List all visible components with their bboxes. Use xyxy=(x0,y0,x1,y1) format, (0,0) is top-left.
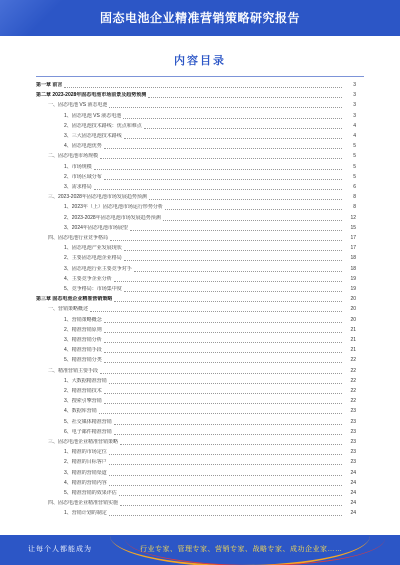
toc-entry-page: 19 xyxy=(350,286,356,292)
toc-entry-page: 20 xyxy=(350,316,356,323)
toc-entry-title: 1、2023年（上）固态电池市场运行形势分析 xyxy=(64,204,163,211)
toc-leader-dots xyxy=(130,230,342,231)
toc-entry[interactable] xyxy=(0,296,400,303)
toc-leader-dots xyxy=(94,169,342,170)
toc-entry[interactable] xyxy=(0,235,400,242)
toc-entry-title: 三、固态电池企业精准营销策略 xyxy=(48,439,119,445)
toc-entry-page: 23 xyxy=(350,459,356,466)
toc-entry-page: 23 xyxy=(350,428,356,435)
toc-entry[interactable] xyxy=(0,245,400,252)
toc-entry-title: 4、主要竞争企业分析 xyxy=(64,275,112,282)
toc-leader-dots xyxy=(110,240,342,241)
toc-entry-title: 四、固态电池企业精准营销实施 xyxy=(48,500,119,507)
toc-entry-title: 3、三大固态电池技术路线 xyxy=(64,133,122,139)
toc-entry[interactable] xyxy=(0,368,400,375)
toc-entry-title: 5、竞争格局：市场集中度 xyxy=(64,286,122,292)
toc-entry[interactable] xyxy=(0,327,400,334)
toc-entry[interactable] xyxy=(0,102,400,109)
toc-leader-dots xyxy=(124,138,342,139)
toc-entry[interactable] xyxy=(0,429,400,436)
toc-entry-page: 24 xyxy=(350,479,356,486)
toc-entry-title: 2、精准的目标客户 xyxy=(64,459,107,466)
toc-leader-dots xyxy=(109,475,342,476)
toc-entry-title: 一、固态电池 VS 液态电池 xyxy=(48,102,108,109)
toc-entry-page: 18 xyxy=(350,255,356,262)
toc-entry-page: 18 xyxy=(350,265,356,272)
toc-entry[interactable] xyxy=(0,133,400,140)
toc-leader-dots xyxy=(114,424,342,425)
toc-entry-page: 4 xyxy=(353,133,356,139)
toc-entry-title: 3、2024年固态电池市场展望 xyxy=(64,224,128,231)
toc-leader-dots xyxy=(165,209,342,210)
toc-leader-dots xyxy=(104,332,342,333)
toc-leader-dots xyxy=(109,515,342,516)
toc-leader-dots xyxy=(109,485,342,486)
footer-slogan-right: 行业专家、管理专家、营销专家、战略专家、成功企业家…… xyxy=(140,546,343,553)
toc-entry-page: 24 xyxy=(350,500,356,507)
toc-entry[interactable] xyxy=(0,398,400,405)
toc-entry-page: 22 xyxy=(350,377,356,384)
toc-entry[interactable] xyxy=(0,153,400,160)
toc-entry-page: 17 xyxy=(350,245,356,252)
toc-entry-title: 1、营销策略概念 xyxy=(64,316,102,323)
toc-leader-dots xyxy=(109,464,342,465)
toc-entry[interactable] xyxy=(0,113,400,120)
toc-leader-dots xyxy=(104,148,342,149)
toc-entry-title: 2、固态电池技术路线：优点和难点 xyxy=(64,122,142,129)
toc-entry-page: 8 xyxy=(353,204,356,211)
toc-entry[interactable] xyxy=(0,439,400,446)
toc-leader-dots xyxy=(119,495,342,496)
toc-leader-dots xyxy=(104,352,342,353)
toc-leader-dots xyxy=(124,260,342,261)
toc-entry-page: 24 xyxy=(350,490,356,496)
toc-entry[interactable] xyxy=(0,490,400,497)
toc-entry[interactable] xyxy=(0,276,400,283)
toc-leader-dots xyxy=(134,271,342,272)
toc-entry-title: 第二章 2023-2028年固态电池市场前景及趋势预测 xyxy=(36,92,147,99)
toc-entry-page: 21 xyxy=(350,337,356,343)
toc-entry-page: 23 xyxy=(350,449,356,456)
toc-entry-title: 一、营销策略概述 xyxy=(48,306,89,313)
toc-entry-title: 2、精准营销技术 xyxy=(64,388,102,394)
report-header xyxy=(0,0,400,36)
toc-entry-title: 3、精准的营销渠道 xyxy=(64,469,107,476)
toc-entry-page: 3 xyxy=(353,112,356,119)
toc-entry[interactable] xyxy=(0,286,400,293)
toc-leader-dots xyxy=(104,342,342,343)
toc-entry-title: 3、精准营销分析 xyxy=(64,337,102,343)
toc-entry-title: 第三章 固态电池企业精准营销策略 xyxy=(36,296,113,303)
toc-entry-title: 二、精准营销主要手段 xyxy=(48,367,99,374)
toc-entry-page: 8 xyxy=(353,194,356,201)
toc-entry-page: 23 xyxy=(350,418,356,425)
toc-entry-title: 4、固态电池优势 xyxy=(64,143,102,150)
toc-leader-dots xyxy=(104,403,342,404)
toc-entry[interactable] xyxy=(0,306,400,313)
toc-leader-dots xyxy=(100,373,342,374)
toc-entry-title: 三、2023-2028年固态电池市场发展趋势预测 xyxy=(48,194,147,201)
toc-entry-title: 1、大数据精准营销 xyxy=(64,377,107,384)
toc-entry-title: 1、精准的市场定位 xyxy=(64,449,107,456)
footer-banner xyxy=(0,535,400,565)
toc-title: 内容目录 xyxy=(174,55,226,67)
toc-entry[interactable] xyxy=(0,480,400,487)
toc-entry[interactable] xyxy=(0,174,400,181)
toc-leader-dots xyxy=(114,434,342,435)
toc-leader-dots xyxy=(124,250,342,251)
toc-entry-page: 3 xyxy=(353,92,356,99)
toc-entry[interactable] xyxy=(0,194,400,201)
toc-entry[interactable] xyxy=(0,215,400,222)
toc-leader-dots xyxy=(104,362,342,363)
toc-leader-dots xyxy=(109,107,342,108)
toc-entry-page: 6 xyxy=(353,184,356,190)
toc-entry[interactable] xyxy=(0,347,400,354)
footer-slogan-left: 让每个人都能成为 xyxy=(28,546,92,553)
toc-entry[interactable] xyxy=(0,317,400,324)
toc-leader-dots xyxy=(144,128,342,129)
toc-entry-page: 23 xyxy=(350,408,356,415)
toc-entry-title: 6、电子邮件精准营销 xyxy=(64,428,112,435)
toc-leader-dots xyxy=(109,383,342,384)
toc-leader-dots xyxy=(123,118,342,119)
toc-leader-dots xyxy=(148,97,342,98)
toc-entry[interactable] xyxy=(0,266,400,273)
toc-entry[interactable] xyxy=(0,500,400,507)
toc-leader-dots xyxy=(114,301,342,302)
toc-leader-dots xyxy=(100,158,342,159)
toc-entry-title: 2、2023-2028年固态电池市场发展趋势预测 xyxy=(64,214,161,221)
toc-entry[interactable] xyxy=(0,225,400,232)
toc-leader-dots xyxy=(104,393,342,394)
toc-entry[interactable] xyxy=(0,337,400,344)
toc-leader-dots xyxy=(94,189,342,190)
toc-entry-page: 22 xyxy=(350,398,356,405)
toc-entry-title: 3、固态电池行业主要竞争对手 xyxy=(64,265,132,272)
toc-entry-title: 2、精准营销原则 xyxy=(64,326,102,333)
toc-leader-dots xyxy=(149,199,342,200)
toc-entry-page: 24 xyxy=(350,469,356,476)
toc-entry-page: 4 xyxy=(353,122,356,129)
toc-entry-page: 22 xyxy=(350,357,356,364)
toc-entry-title: 二、固态电池市场规模 xyxy=(48,153,99,160)
toc-entry-page: 22 xyxy=(350,367,356,374)
toc-entry-title: 5、精准营销的效果评估 xyxy=(64,490,117,496)
toc-entry-page: 24 xyxy=(350,510,356,517)
toc-leader-dots xyxy=(104,322,342,323)
toc-leader-dots xyxy=(114,281,342,282)
toc-entry-title: 2、市场区域分布 xyxy=(64,173,102,180)
toc-entry[interactable] xyxy=(0,419,400,426)
toc-entry-title: 4、数据库营销 xyxy=(64,408,97,415)
toc-entry-page: 21 xyxy=(350,347,356,354)
toc-leader-dots xyxy=(109,454,342,455)
toc-entry-title: 3、搜索引擎营销 xyxy=(64,398,102,405)
toc-entry-page: 23 xyxy=(350,439,356,445)
toc-leader-dots xyxy=(104,179,342,180)
toc-entry[interactable] xyxy=(0,143,400,150)
toc-leader-dots xyxy=(99,413,342,414)
toc-entry-title: 1、固态电池产业发展现状 xyxy=(64,245,122,252)
toc-entry[interactable] xyxy=(0,123,400,130)
toc-leader-dots xyxy=(90,311,342,312)
toc-entry[interactable] xyxy=(0,82,400,89)
toc-entry[interactable] xyxy=(0,449,400,456)
toc-entry-page: 19 xyxy=(350,275,356,282)
toc-entry-page: 20 xyxy=(350,296,356,303)
toc-entry[interactable] xyxy=(0,459,400,466)
toc-entry[interactable] xyxy=(0,470,400,477)
toc-entry[interactable] xyxy=(0,92,400,99)
toc-entry-page: 21 xyxy=(350,326,356,333)
toc-leader-dots xyxy=(120,505,342,506)
toc-leader-dots xyxy=(64,87,342,88)
toc-entry-title: 5、精准营销分类 xyxy=(64,357,102,364)
toc-entry[interactable] xyxy=(0,510,400,517)
toc-divider xyxy=(36,76,364,77)
toc-entry-title: 四、固态电池行业竞争格局 xyxy=(48,235,109,241)
toc-entry[interactable] xyxy=(0,255,400,262)
toc-entry-title: 4、精准的营销内容 xyxy=(64,479,107,486)
toc-leader-dots xyxy=(124,291,342,292)
toc-entry-title: 2、主要固态电池企业格局 xyxy=(64,255,122,262)
toc-entry-title: 1、市场规模 xyxy=(64,163,92,170)
toc-entry-title: 第一章 前言 xyxy=(36,82,63,88)
report-title: 固态电池企业精准营销策略研究报告 xyxy=(99,11,300,25)
toc-leader-dots xyxy=(163,220,342,221)
toc-entry-page: 15 xyxy=(350,224,356,231)
toc-entry-page: 17 xyxy=(350,235,356,241)
toc-entry-page: 20 xyxy=(350,306,356,313)
toc-entry-title: 1、固态电池 VS 液态电池 xyxy=(64,112,122,119)
toc-entry-page: 5 xyxy=(353,143,356,150)
toc-entry-page: 5 xyxy=(353,153,356,160)
toc-entry-page: 5 xyxy=(353,163,356,170)
toc-entry-page: 3 xyxy=(353,102,356,109)
toc-leader-dots xyxy=(120,444,342,445)
toc-entry-page: 12 xyxy=(350,214,356,221)
toc-entry-title: 3、需求格局 xyxy=(64,184,92,190)
toc-entry-title: 5、社交媒体精准营销 xyxy=(64,418,112,425)
toc-entry[interactable] xyxy=(0,184,400,191)
toc-entry-title: 1、营销计划的制定 xyxy=(64,510,107,517)
toc-entry[interactable] xyxy=(0,357,400,364)
toc-entry[interactable] xyxy=(0,388,400,395)
toc-entry-title: 4、精准营销手段 xyxy=(64,347,102,354)
toc-entry[interactable] xyxy=(0,378,400,385)
toc-entry-page: 3 xyxy=(353,82,356,88)
toc-entry[interactable] xyxy=(0,204,400,211)
toc-entry[interactable] xyxy=(0,408,400,415)
toc-entry-page: 5 xyxy=(353,173,356,180)
toc-entry-page: 22 xyxy=(350,388,356,394)
toc-entry[interactable] xyxy=(0,164,400,171)
